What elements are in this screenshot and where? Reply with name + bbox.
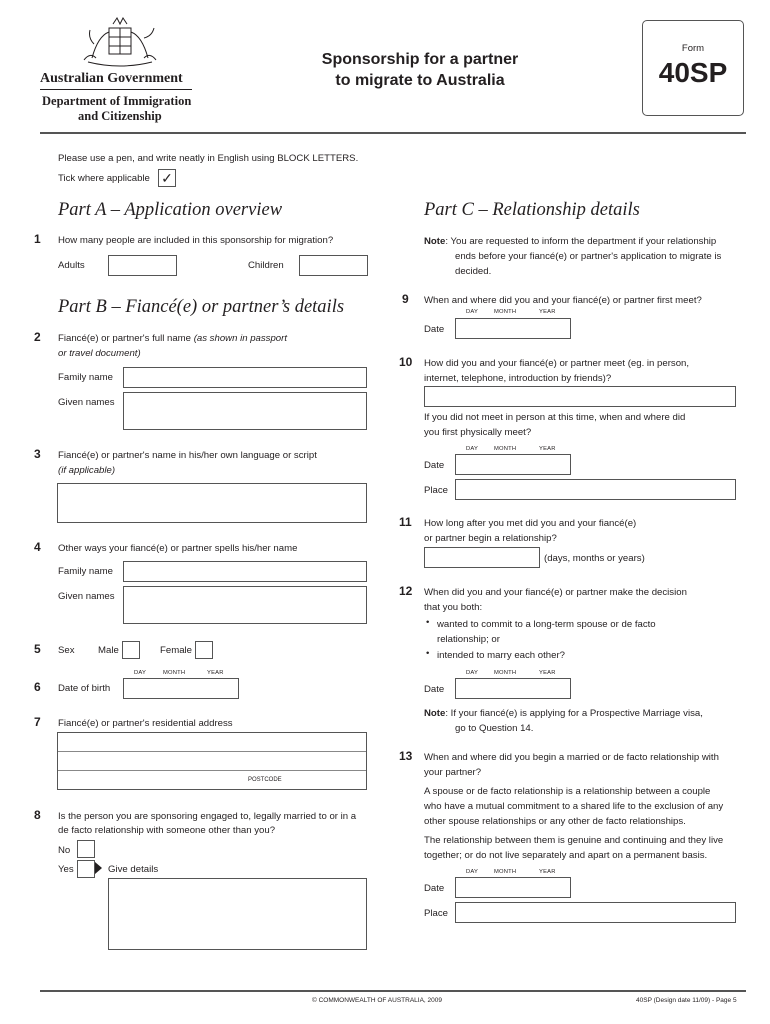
department-line-1: Department of Immigration <box>42 94 192 108</box>
q13-para1-line3: other spouse relationships or any other de facto relationships. <box>424 816 686 827</box>
q12-bullet-2: • <box>426 648 430 659</box>
children-input[interactable] <box>299 255 368 276</box>
q4-given-label: Given names <box>58 591 115 602</box>
q3-text: Fiancé(e) or partner's name in his/her own language or script <box>58 450 317 461</box>
page-info-text: 40SP (Design date 11/09) - Page 5 <box>636 997 737 1004</box>
q10-month-heading: MONTH <box>494 446 517 452</box>
q12-bullet-1-line2: relationship; or <box>437 634 500 645</box>
coat-of-arms-icon <box>80 14 160 74</box>
female-checkbox[interactable] <box>195 641 213 659</box>
q3-native-name-input[interactable] <box>57 483 367 523</box>
q9-text: When and where did you and your fiancé(e) or partner first meet? <box>424 295 702 306</box>
children-label: Children <box>248 260 284 271</box>
dob-month-heading: MONTH <box>163 670 186 676</box>
q11-text-line2: or partner begin a relationship? <box>424 533 557 544</box>
header-divider <box>40 89 192 90</box>
instruction-text: Please use a pen, and write neatly in English using BLOCK LETTERS. <box>58 153 359 164</box>
q13-date-label: Date <box>424 883 445 894</box>
department-line-2: and Citizenship <box>78 109 162 123</box>
part-a-heading: Part A – Application overview <box>58 200 283 220</box>
note-1-label: Note <box>424 236 446 247</box>
question-number-11: 11 <box>399 515 412 529</box>
question-number-9: 9 <box>402 292 409 306</box>
q10-date-label: Date <box>424 460 445 471</box>
question-number-1: 1 <box>34 232 41 246</box>
note-1-line2: ends before your fiancé(e) or partner's application to migrate is <box>455 251 722 262</box>
q10-text-line1: How did you and your fiancé(e) or partner meet (eg. in person, <box>424 358 690 369</box>
q8-yes-label: Yes <box>58 864 74 875</box>
question-number-4: 4 <box>34 540 41 554</box>
q10-year-heading: YEAR <box>539 446 556 452</box>
q11-text-line1: How long after you met did you and your fiancé(e) <box>424 518 637 529</box>
q9-date-input[interactable] <box>455 318 571 339</box>
q12-text-line2: that you both: <box>424 602 483 613</box>
form-label: Form <box>681 43 705 54</box>
question-number-7: 7 <box>34 715 41 729</box>
q2-text-italic: (as shown in passport <box>193 333 288 344</box>
dob-label: Date of birth <box>58 683 111 694</box>
copyright-text: © COMMONWEALTH OF AUSTRALIA, 2009 <box>312 997 442 1004</box>
arrow-right-icon <box>95 862 103 874</box>
q13-para2-line2: together; or do not live separately and apart on a permanent basis. <box>424 850 708 861</box>
q13-year-heading: YEAR <box>539 869 556 875</box>
q8-text-line1: Is the person you are sponsoring engaged to, legally married to or in a <box>58 811 357 822</box>
form-number: 40SP <box>658 57 728 88</box>
q10-date-input[interactable] <box>455 454 571 475</box>
q1-text: How many people are included in this sponsorship for migration? <box>58 235 334 246</box>
question-number-10: 10 <box>399 355 413 369</box>
male-checkbox[interactable] <box>122 641 140 659</box>
dob-year-heading: YEAR <box>207 670 224 676</box>
q2-given-names-input[interactable] <box>123 392 367 430</box>
part-b-heading: Part B – Fiancé(e) or partner’s details <box>58 297 345 317</box>
question-number-13: 13 <box>399 749 413 763</box>
q10-text-line2: internet, telephone, introduction by friends)? <box>424 373 612 384</box>
q2-family-label: Family name <box>58 372 113 383</box>
q9-month-heading: MONTH <box>494 309 517 315</box>
q8-details-input[interactable] <box>108 878 367 950</box>
q10-day-heading: DAY <box>466 446 479 452</box>
question-number-3: 3 <box>34 447 41 461</box>
q9-year-heading: YEAR <box>539 309 556 315</box>
header-rule <box>40 132 746 134</box>
q7-text: Fiancé(e) or partner's residential address <box>58 718 233 729</box>
give-details-label: Give details <box>108 864 159 875</box>
q11-unit-label: (days, months or years) <box>544 553 645 564</box>
q12-date-label: Date <box>424 684 445 695</box>
form-title-line-2: to migrate to Australia <box>335 72 505 89</box>
note-1-line3: decided. <box>455 266 492 277</box>
female-label: Female <box>160 645 192 656</box>
q4-given-names-input[interactable] <box>123 586 367 624</box>
q13-text-line2: your partner? <box>424 767 482 778</box>
question-number-8: 8 <box>34 808 41 822</box>
question-number-6: 6 <box>34 680 41 694</box>
q12-year-heading: YEAR <box>539 670 556 676</box>
address-line-divider-1 <box>58 751 366 752</box>
q3-text-line2: (if applicable) <box>58 465 116 476</box>
q9-date-label: Date <box>424 324 445 335</box>
q13-para2-line1: The relationship between them is genuine and continuing and they live <box>424 835 724 846</box>
q13-text-line1: When and where did you begin a married or de facto relationship with <box>424 752 719 763</box>
q13-day-heading: DAY <box>466 869 479 875</box>
q8-text-line2: de facto relationship with someone other than you? <box>58 825 276 836</box>
male-label: Male <box>98 645 119 656</box>
q9-day-heading: DAY <box>466 309 479 315</box>
question-number-2: 2 <box>34 330 41 344</box>
q4-text: Other ways your fiancé(e) or partner spells his/her name <box>58 543 298 554</box>
date-of-birth-input[interactable] <box>123 678 239 699</box>
q8-no-checkbox[interactable] <box>77 840 95 858</box>
q10-text-line4: you first physically meet? <box>424 427 532 438</box>
q12-date-input[interactable] <box>455 678 571 699</box>
note-2-line2: go to Question 14. <box>455 723 534 734</box>
address-line-divider-2 <box>58 770 366 771</box>
form-title-line-1: Sponsorship for a partner <box>321 51 519 68</box>
q2-text-line2: or travel document) <box>58 348 141 359</box>
q2-family-name-input[interactable] <box>123 367 367 388</box>
q13-place-input[interactable] <box>455 902 736 923</box>
note-1-text: : You are requested to inform the department if your relationship <box>445 236 717 247</box>
q8-yes-checkbox[interactable] <box>77 860 95 878</box>
q2-given-label: Given names <box>58 397 115 408</box>
adults-label: Adults <box>58 260 85 271</box>
q13-month-heading: MONTH <box>494 869 517 875</box>
q12-bullet-1: • <box>426 617 430 628</box>
q13-place-label: Place <box>424 908 448 919</box>
q2-text-main: Fiancé(e) or partner's full name <box>58 333 192 344</box>
q8-no-label: No <box>58 845 71 856</box>
q4-family-name-input[interactable] <box>123 561 367 582</box>
part-c-heading: Part C – Relationship details <box>424 200 640 220</box>
q10-place-label: Place <box>424 485 448 496</box>
note-2-text: : If your fiancé(e) is applying for a Prospective Marriage visa, <box>445 708 703 719</box>
address-input[interactable] <box>57 732 367 790</box>
q10-how-met-input[interactable] <box>424 386 736 407</box>
q13-para1-line1: A spouse or de facto relationship is a relationship between a couple <box>424 786 711 797</box>
note-2-line1 <box>424 706 703 721</box>
q10-place-input[interactable] <box>455 479 736 500</box>
tick-label: Tick where applicable <box>58 173 150 184</box>
q12-text-line1: When did you and your fiancé(e) or partner make the decision <box>424 587 687 598</box>
question-number-12: 12 <box>399 584 413 598</box>
government-name: Australian Government <box>40 71 183 86</box>
footer-rule <box>40 990 746 992</box>
q12-month-heading: MONTH <box>494 670 517 676</box>
q12-day-heading: DAY <box>466 670 479 676</box>
form-number-box <box>642 20 744 116</box>
q4-family-label: Family name <box>58 566 113 577</box>
note-2-label: Note <box>424 708 446 719</box>
note-1-line1 <box>424 234 716 249</box>
q12-bullet-1-line1: wanted to commit to a long-term spouse or de facto <box>437 619 656 630</box>
q13-para1-line2: who have a mutual commitment to a shared life to the exclusion of any <box>424 801 724 812</box>
postcode-label: POSTCODE <box>248 777 282 783</box>
q11-duration-input[interactable] <box>424 547 540 568</box>
q13-date-input[interactable] <box>455 877 571 898</box>
q12-bullet-2-line1: intended to marry each other? <box>437 650 565 661</box>
sex-label: Sex <box>58 645 75 656</box>
dob-day-heading: DAY <box>134 670 147 676</box>
q2-text <box>58 331 287 346</box>
question-number-5: 5 <box>34 642 41 656</box>
adults-input[interactable] <box>108 255 177 276</box>
tick-example-box: ✓ <box>158 169 176 187</box>
q10-text-line3: If you did not meet in person at this time, when and where did <box>424 412 686 423</box>
